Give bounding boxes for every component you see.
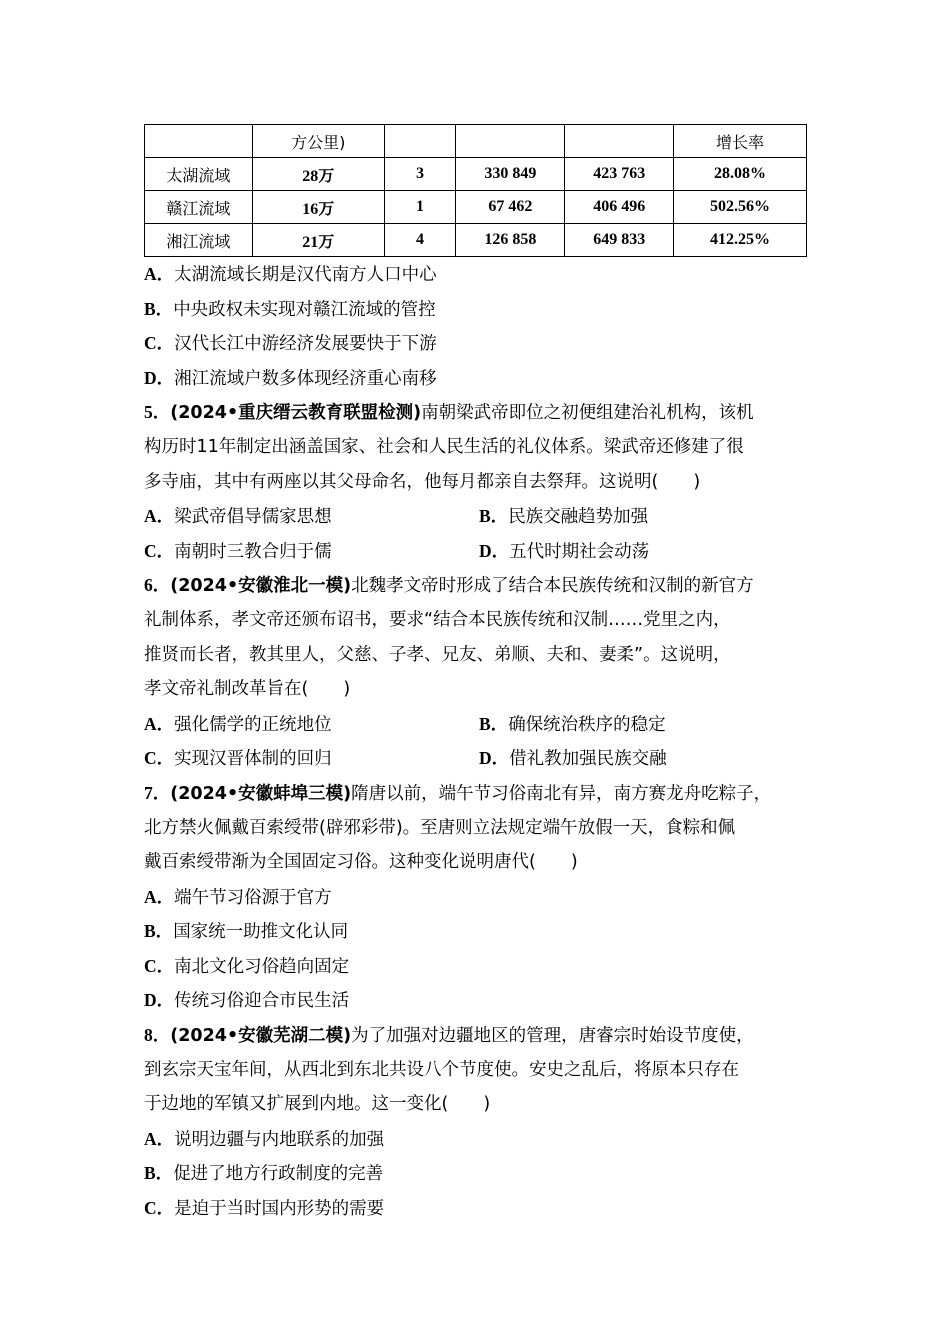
option-b: B．民族交融趋势加强: [479, 506, 649, 528]
option-row: [144, 707, 824, 742]
table-cell: 28万: [252, 158, 384, 191]
question-stem-line: 戴百索绶带渐为全国固定习俗。这种变化说明唐代( ): [144, 852, 578, 873]
table-cell: 赣江流域: [145, 191, 253, 224]
table-cell: 502.56%: [674, 191, 807, 224]
question-stem-line: 构历时11年制定出涵盖国家、社会和人民生活的礼仪体系。梁武帝还修建了很: [144, 436, 744, 457]
option-a: A．强化儒学的正统地位: [144, 713, 332, 735]
table-row: [145, 191, 807, 224]
q4-options: [144, 257, 824, 395]
option-b: B．促进了地方行政制度的完善: [144, 1163, 384, 1185]
table-cell: [456, 125, 565, 158]
table-cell: 412.25%: [674, 224, 807, 257]
option-d: D．传统习俗迎合市民生活: [144, 990, 350, 1012]
table-cell: [145, 125, 253, 158]
option-a: A．说明边疆与内地联系的加强: [144, 1128, 385, 1150]
table-cell: [384, 125, 456, 158]
option-c: C．南朝时三教合归于儒: [144, 540, 332, 562]
question-source: (2024•重庆缙云教育联盟检测): [170, 403, 422, 424]
table-cell: 406 496: [565, 191, 674, 224]
table-cell: 21万: [252, 224, 384, 257]
question-stem: 7．(2024•安徽蚌埠三模)隋唐以前，端午节习俗南北有异，南方赛龙舟吃粽子，: [144, 782, 772, 804]
question-stem-line: 于边地的军镇又扩展到内地。这一变化( ): [144, 1094, 491, 1115]
question-stem: 8．(2024•安徽芜湖二模)为了加强对边疆地区的管理，唐睿宗时始设节度使，: [144, 1025, 754, 1047]
question-source: (2024•安徽蚌埠三模): [170, 783, 352, 804]
question-stem-line: 礼制体系，孝文帝还颁布诏书，要求“结合本民族传统和汉制……党里之内，: [144, 609, 731, 630]
table-cell: 3: [384, 158, 456, 191]
option-b: B．确保统治秩序的稳定: [479, 713, 666, 735]
option-c: C．南北文化习俗趋向固定: [144, 955, 350, 977]
option-a: A．梁武帝倡导儒家思想: [144, 506, 332, 528]
option-c: C．是迫于当时国内形势的需要: [144, 1198, 385, 1220]
table-cell: 方公里): [252, 125, 384, 158]
option-b: B．中央政权未实现对赣江流域的管控: [144, 298, 436, 320]
table-cell: 16万: [252, 191, 384, 224]
question-source: (2024•安徽芜湖二模): [170, 1026, 352, 1047]
table-row: [145, 158, 807, 191]
option-row: [144, 534, 824, 569]
option-c: C．实现汉晋体制的回归: [144, 748, 332, 770]
table-header-row: [145, 125, 807, 158]
population-table: [144, 124, 807, 257]
question-6: [144, 568, 824, 776]
table-cell: 649 833: [565, 224, 674, 257]
table-cell: 4: [384, 224, 456, 257]
table-row: [145, 224, 807, 257]
table-cell: [565, 125, 674, 158]
question-stem-line: 孝文帝礼制改革旨在( ): [144, 679, 351, 700]
option-row: [144, 499, 824, 534]
table-cell: 增长率: [674, 125, 807, 158]
table-cell: 太湖流域: [145, 158, 253, 191]
question-stem: 6．(2024•安徽淮北一模)北魏孝文帝时形成了结合本民族传统和汉制的新官方: [144, 575, 754, 597]
question-8: [144, 1018, 824, 1226]
question-5: [144, 395, 824, 568]
question-source: (2024•安徽淮北一模): [170, 576, 352, 597]
question-7: [144, 776, 824, 1018]
question-stem-line: 北方禁火佩戴百索绶带(辟邪彩带)。至唐则立法规定端午放假一天，食粽和佩: [144, 817, 736, 838]
table-cell: 1: [384, 191, 456, 224]
question-stem-line: 到玄宗天宝年间，从西北到东北共设八个节度使。安史之乱后，将原本只存在: [144, 1059, 739, 1080]
table-cell: 67 462: [456, 191, 565, 224]
option-a: A．端午节习俗源于官方: [144, 886, 332, 908]
option-d: D．湘江流域户数多体现经济重心南移: [144, 367, 437, 389]
table-cell: 28.08%: [674, 158, 807, 191]
question-stem: 5．(2024•重庆缙云教育联盟检测)南朝梁武帝即位之初便组建治礼机构，该机: [144, 402, 754, 424]
option-d: D．借礼教加强民族交融: [479, 748, 667, 770]
table-cell: 423 763: [565, 158, 674, 191]
table-cell: 126 858: [456, 224, 565, 257]
option-c: C．汉代长江中游经济发展要快于下游: [144, 333, 437, 355]
option-b: B．国家统一助推文化认同: [144, 921, 349, 943]
table-cell: 湘江流域: [145, 224, 253, 257]
question-stem-line: 推贤而长者，教其里人，父慈、子孝、兄友、弟顺、夫和、妻柔”。这说明，: [144, 644, 731, 665]
table-cell: 330 849: [456, 158, 565, 191]
option-d: D．五代时期社会动荡: [479, 540, 650, 562]
document-page: [144, 124, 824, 1226]
question-stem-line: 多寺庙，其中有两座以其父母命名，他每月都亲自去祭拜。这说明( ): [144, 471, 701, 492]
option-a: A．太湖流域长期是汉代南方人口中心: [144, 264, 437, 285]
option-row: [144, 741, 824, 776]
